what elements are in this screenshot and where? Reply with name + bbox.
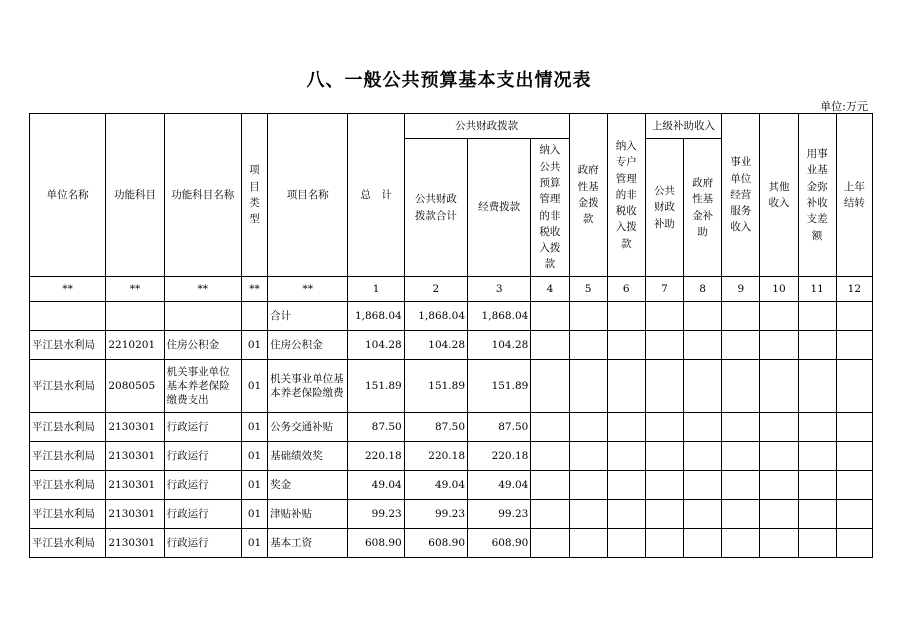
cell-empty: [684, 500, 722, 529]
budget-table: [29, 113, 873, 558]
cell-item-type: 01: [241, 331, 267, 360]
header-special-non-tax: 纳入专户管理的非税收入拨款: [607, 114, 645, 277]
cell-empty: [760, 442, 798, 471]
cell-empty: [836, 442, 872, 471]
cell-operating: 99.23: [468, 500, 531, 529]
cell-func-name: 行政运行: [164, 500, 241, 529]
cell-item-type: 01: [241, 413, 267, 442]
column-number: 10: [760, 277, 798, 302]
cell-empty: [645, 529, 683, 558]
cell-item-name: 公务交通补贴: [268, 413, 348, 442]
cell-total: 151.89: [348, 360, 404, 413]
cell-empty: [607, 302, 645, 331]
column-number: 6: [607, 277, 645, 302]
cell-item-type: [241, 302, 267, 331]
cell-empty: [760, 302, 798, 331]
cell-empty: [798, 360, 836, 413]
cell-empty: [836, 302, 872, 331]
table-row: [30, 500, 873, 529]
cell-empty: [607, 360, 645, 413]
header-superior-subsidy: 上级补助收入: [645, 114, 721, 139]
cell-empty: [760, 471, 798, 500]
header-operating: 经费拨款: [468, 139, 531, 277]
cell-empty: [607, 413, 645, 442]
cell-empty: [607, 471, 645, 500]
cell-empty: [722, 529, 760, 558]
cell-item-name: 机关事业单位基本养老保险缴费: [268, 360, 348, 413]
cell-empty: [684, 302, 722, 331]
cell-empty: [760, 413, 798, 442]
cell-empty: [798, 471, 836, 500]
cell-func-code: 2210201: [106, 331, 164, 360]
cell-empty: [569, 413, 607, 442]
header-business-fund: 用事业基金弥补收支差额: [798, 114, 836, 277]
header-superior-public: 公共财政补助: [645, 139, 683, 277]
cell-func-code: 2130301: [106, 500, 164, 529]
cell-empty: [645, 302, 683, 331]
cell-unit-name: 平江县水利局: [30, 331, 106, 360]
cell-public-finance-total: 220.18: [404, 442, 467, 471]
cell-empty: [645, 500, 683, 529]
cell-operating: 220.18: [468, 442, 531, 471]
table-row: [30, 331, 873, 360]
cell-item-type: 01: [241, 529, 267, 558]
column-number: 1: [348, 277, 404, 302]
cell-total: 87.50: [348, 413, 404, 442]
cell-operating: 49.04: [468, 471, 531, 500]
header-gov-fund: 政府性基金拨款: [569, 114, 607, 277]
cell-empty: [569, 302, 607, 331]
cell-empty: [836, 413, 872, 442]
cell-item-name: 津贴补贴: [268, 500, 348, 529]
header-item-type: 项目类型: [241, 114, 267, 277]
cell-item-type: 01: [241, 360, 267, 413]
cell-func-name: 行政运行: [164, 471, 241, 500]
header-unit-name: 单位名称: [30, 114, 106, 277]
cell-unit-name: [30, 302, 106, 331]
header-non-tax-public: 纳入公共预算管理的非税收入拨款: [531, 139, 569, 277]
cell-public-finance-total: 99.23: [404, 500, 467, 529]
header-func-name: 功能科目名称: [164, 114, 241, 277]
cell-empty: [760, 331, 798, 360]
column-number: 2: [404, 277, 467, 302]
header-total: 总 计: [348, 114, 404, 277]
cell-empty: [722, 471, 760, 500]
cell-empty: [645, 331, 683, 360]
cell-empty: [531, 442, 569, 471]
cell-empty: [760, 529, 798, 558]
cell-func-code: 2080505: [106, 360, 164, 413]
cell-public-finance-total: 1,868.04: [404, 302, 467, 331]
cell-empty: [569, 442, 607, 471]
cell-func-code: [106, 302, 164, 331]
cell-item-name: 奖金: [268, 471, 348, 500]
cell-total: 220.18: [348, 442, 404, 471]
cell-empty: [531, 360, 569, 413]
cell-func-name: [164, 302, 241, 331]
cell-func-code: 2130301: [106, 529, 164, 558]
cell-empty: [722, 500, 760, 529]
cell-total: 49.04: [348, 471, 404, 500]
cell-func-name: 行政运行: [164, 442, 241, 471]
cell-func-code: 2130301: [106, 413, 164, 442]
cell-item-type: 01: [241, 471, 267, 500]
cell-empty: [569, 500, 607, 529]
cell-item-name: 基础绩效奖: [268, 442, 348, 471]
cell-item-name: 合计: [268, 302, 348, 331]
cell-empty: [645, 471, 683, 500]
column-number: 5: [569, 277, 607, 302]
cell-operating: 608.90: [468, 529, 531, 558]
cell-empty: [684, 360, 722, 413]
cell-empty: [722, 360, 760, 413]
cell-unit-name: 平江县水利局: [30, 471, 106, 500]
header-item-name: 项目名称: [268, 114, 348, 277]
unit-label: 单位:万元: [820, 100, 868, 113]
header-other-income: 其他收入: [760, 114, 798, 277]
cell-total: 99.23: [348, 500, 404, 529]
header-func-code: 功能科目: [106, 114, 164, 277]
cell-empty: [684, 331, 722, 360]
cell-item-name: 住房公积金: [268, 331, 348, 360]
cell-unit-name: 平江县水利局: [30, 442, 106, 471]
cell-item-type: 01: [241, 500, 267, 529]
cell-empty: [569, 360, 607, 413]
cell-total: 1,868.04: [348, 302, 404, 331]
column-number-row: [30, 277, 873, 302]
cell-operating: 151.89: [468, 360, 531, 413]
header-superior-gov-fund: 政府性基金补助: [684, 139, 722, 277]
cell-empty: [569, 331, 607, 360]
cell-operating: 104.28: [468, 331, 531, 360]
cell-item-name: 基本工资: [268, 529, 348, 558]
cell-empty: [798, 442, 836, 471]
cell-empty: [531, 500, 569, 529]
cell-empty: [684, 442, 722, 471]
table-row: [30, 413, 873, 442]
cell-empty: [798, 529, 836, 558]
cell-empty: [684, 413, 722, 442]
cell-empty: [645, 360, 683, 413]
cell-operating: 87.50: [468, 413, 531, 442]
cell-empty: [760, 500, 798, 529]
cell-empty: [798, 500, 836, 529]
cell-empty: [531, 331, 569, 360]
table-body: [30, 277, 873, 558]
cell-empty: [531, 471, 569, 500]
cell-public-finance-total: 151.89: [404, 360, 467, 413]
column-number: 9: [722, 277, 760, 302]
header-public-finance: 公共财政拨款: [404, 114, 569, 139]
header-carryover: 上年结转: [836, 114, 872, 277]
cell-empty: [645, 442, 683, 471]
page-title: 八、一般公共预算基本支出情况表: [306, 70, 592, 91]
cell-empty: [798, 331, 836, 360]
cell-empty: [722, 442, 760, 471]
cell-empty: [798, 413, 836, 442]
cell-empty: [684, 529, 722, 558]
column-number: 8: [684, 277, 722, 302]
cell-empty: [836, 500, 872, 529]
cell-empty: [531, 302, 569, 331]
cell-empty: [836, 331, 872, 360]
cell-empty: [569, 471, 607, 500]
cell-total: 104.28: [348, 331, 404, 360]
cell-unit-name: 平江县水利局: [30, 500, 106, 529]
cell-public-finance-total: 87.50: [404, 413, 467, 442]
cell-unit-name: 平江县水利局: [30, 413, 106, 442]
cell-func-name: 机关事业单位基本养老保险缴费支出: [164, 360, 241, 413]
cell-func-code: 2130301: [106, 442, 164, 471]
cell-total: 608.90: [348, 529, 404, 558]
cell-empty: [836, 471, 872, 500]
table-row: [30, 360, 873, 413]
cell-empty: [607, 529, 645, 558]
column-number: 11: [798, 277, 836, 302]
column-number: 3: [468, 277, 531, 302]
cell-empty: [836, 360, 872, 413]
cell-empty: [531, 529, 569, 558]
cell-operating: 1,868.04: [468, 302, 531, 331]
column-number: **: [241, 277, 267, 302]
column-number: **: [164, 277, 241, 302]
cell-public-finance-total: 49.04: [404, 471, 467, 500]
cell-func-name: 行政运行: [164, 413, 241, 442]
column-number: 4: [531, 277, 569, 302]
cell-empty: [722, 302, 760, 331]
cell-empty: [569, 529, 607, 558]
cell-empty: [531, 413, 569, 442]
header-business-income: 事业单位经营服务收入: [722, 114, 760, 277]
cell-func-code: 2130301: [106, 471, 164, 500]
header-public-finance-total: 公共财政拨款合计: [404, 139, 467, 277]
column-number: **: [268, 277, 348, 302]
cell-empty: [722, 413, 760, 442]
column-number: 12: [836, 277, 872, 302]
cell-public-finance-total: 608.90: [404, 529, 467, 558]
cell-item-type: 01: [241, 442, 267, 471]
cell-func-name: 住房公积金: [164, 331, 241, 360]
table-row: [30, 529, 873, 558]
cell-empty: [645, 413, 683, 442]
table-row: [30, 471, 873, 500]
cell-empty: [607, 442, 645, 471]
column-number: **: [106, 277, 164, 302]
cell-empty: [722, 331, 760, 360]
cell-empty: [760, 360, 798, 413]
cell-func-name: 行政运行: [164, 529, 241, 558]
cell-empty: [684, 471, 722, 500]
cell-unit-name: 平江县水利局: [30, 360, 106, 413]
cell-unit-name: 平江县水利局: [30, 529, 106, 558]
column-number: **: [30, 277, 106, 302]
table-row: [30, 302, 873, 331]
column-number: 7: [645, 277, 683, 302]
cell-empty: [798, 302, 836, 331]
cell-public-finance-total: 104.28: [404, 331, 467, 360]
cell-empty: [836, 529, 872, 558]
cell-empty: [607, 331, 645, 360]
cell-empty: [607, 500, 645, 529]
table-row: [30, 442, 873, 471]
